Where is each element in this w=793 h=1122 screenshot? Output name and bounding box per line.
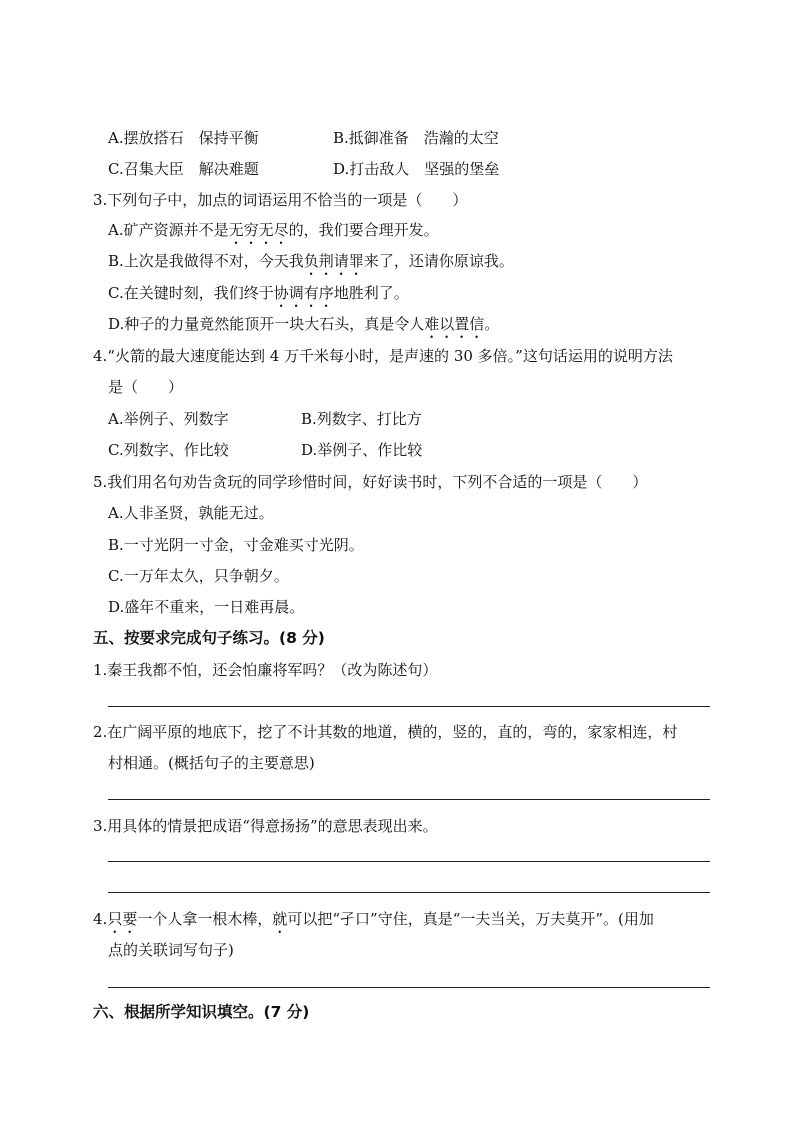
q2-option-b: B.抵御准备 浩瀚的太空 xyxy=(333,129,499,147)
q3-option-d: D.种子的力量竟然能顶开一块大石头，真是令人难以置信。 xyxy=(108,315,500,333)
q4-option-a: A.举例子、列数字 xyxy=(108,410,229,428)
q3-option-a: A.矿产资源并不是无穷无尽的，我们要合理开发。 xyxy=(108,221,439,239)
emphasized-word: 难以置信 xyxy=(424,315,485,333)
q5-option-b: B.一寸光阴一寸金，寸金难买寸光阴。 xyxy=(108,536,364,554)
answer-line[interactable] xyxy=(108,987,710,988)
q4-stem-line1: 4.“火箭的最大速度能达到 4 万千米每小时，是声速的 30 多倍。”这句话运用的说明方法 xyxy=(93,347,673,365)
q5-stem: 5.我们用名句劝告贪玩的同学珍惜时间，好好读书时，下列不合适的一项是（ ） xyxy=(93,473,648,491)
answer-line[interactable] xyxy=(108,706,710,707)
q4-option-c: C.列数字、作比较 xyxy=(108,441,229,459)
q5-option-d: D.盛年不重来，一日难再晨。 xyxy=(108,598,305,616)
q5-option-a: A.人非圣贤，孰能无过。 xyxy=(108,504,274,522)
emphasized-word: 负荆请罪 xyxy=(303,252,364,270)
s5-q2-line2: 村相通。(概括句子的主要意思) xyxy=(108,754,315,772)
emphasized-word: 就 xyxy=(272,910,288,928)
q2-option-c: C.召集大臣 解决难题 xyxy=(108,160,259,178)
emphasized-word: 只要 xyxy=(107,910,138,928)
emphasized-word: 协调有序 xyxy=(273,284,334,302)
answer-line[interactable] xyxy=(108,892,710,893)
q5-option-c: C.一万年太久，只争朝夕。 xyxy=(108,567,289,585)
emphasized-word: 无穷无尽 xyxy=(228,221,289,239)
q2-option-a: A.摆放搭石 保持平衡 xyxy=(108,129,259,147)
q3-stem: 3.下列句子中，加点的词语运用不恰当的一项是（ ） xyxy=(93,191,468,209)
s5-q2-line1: 2.在广阔平原的地底下，挖了不计其数的地道，横的，竖的，直的，弯的，家家相连，村 xyxy=(93,723,678,741)
q3-option-b: B.上次是我做得不对，今天我负荆请罪来了，还请你原谅我。 xyxy=(108,252,514,270)
s5-q3: 3.用具体的情景把成语“得意扬扬”的意思表现出来。 xyxy=(93,817,438,835)
q4-option-b: B.列数字、打比方 xyxy=(301,410,422,428)
q4-stem-line2: 是（ ） xyxy=(108,378,184,396)
answer-line[interactable] xyxy=(108,799,710,800)
q2-option-d: D.打击敌人 坚强的堡垒 xyxy=(333,160,500,178)
section-6-heading: 六、根据所学知识填空。(7 分) xyxy=(93,1003,310,1021)
q3-option-c: C.在关键时刻，我们终于协调有序地胜利了。 xyxy=(108,284,409,302)
s5-q1: 1.秦王我都不怕，还会怕廉将军吗？（改为陈述句） xyxy=(93,661,438,679)
q4-option-d: D.举例子、作比较 xyxy=(301,441,423,459)
s5-q4-line2: 点的关联词写句子) xyxy=(108,941,234,959)
section-5-heading: 五、按要求完成句子练习。(8 分) xyxy=(93,629,325,647)
s5-q4-line1: 4.只要一个人拿一根木棒，就可以把“孑口”守住，真是“一夫当关，万夫莫开”。(用加 xyxy=(93,910,654,928)
answer-line[interactable] xyxy=(108,861,710,862)
